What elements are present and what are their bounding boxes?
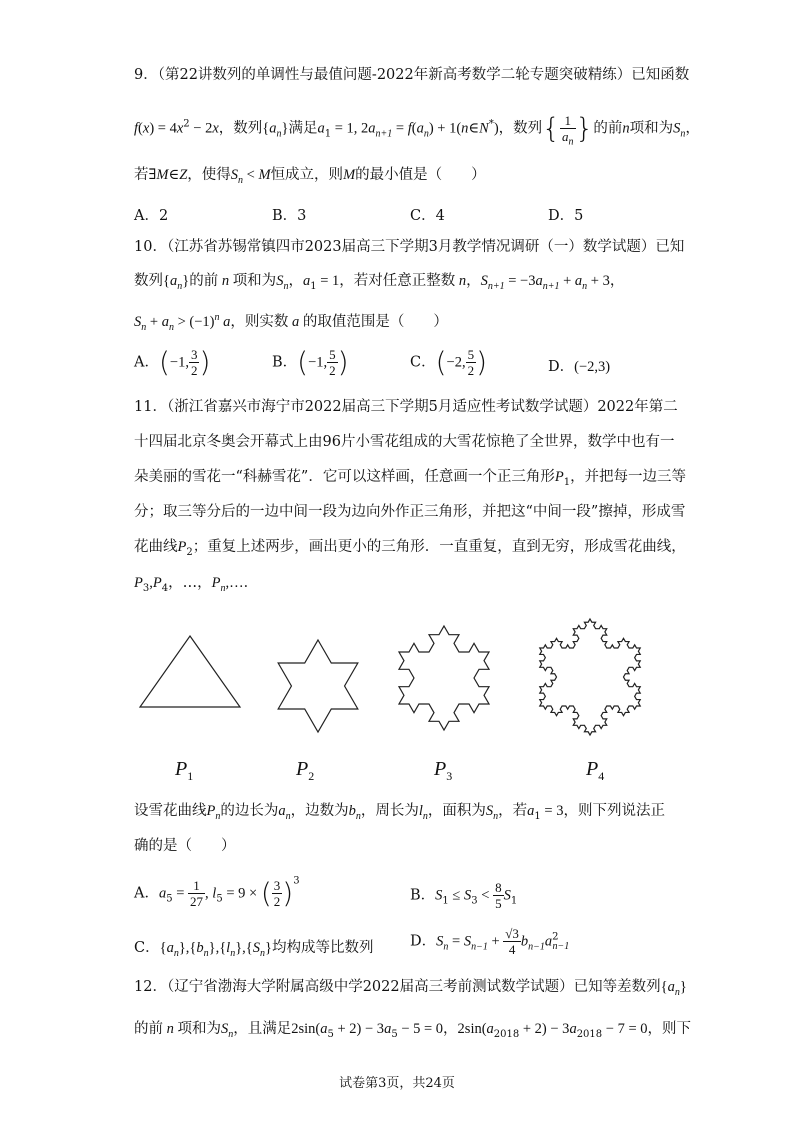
q9-line-1 — [134, 66, 689, 84]
q10-line-3: $S_n + a_n > (-1)^n$ a，则实数 a 的取值范围是（ ） — [134, 312, 448, 333]
q11-line-3: 朵美丽的雪花一“科赫雪花”．它可以这样画，任意画一个正三角形$P_1$，并把每一边三等 — [134, 469, 687, 488]
q11-option-d[interactable]: D．$S_n = S_{n-1}$ + $\frac{√3}{4}$ $b_{n-1}a^2_{n-1}$ — [410, 926, 570, 957]
q9-line-3: 若∃M∈Z，使得$S_n < M$恒成立，则M的最小值是（ ） — [134, 167, 486, 186]
q11-line-2: 十四届北京冬奥会开幕式上由96片小雪花组成的大雪花惊艳了全世界，数学中也有一 — [134, 434, 675, 450]
q12-number: 12． — [134, 979, 167, 995]
q11-line-7: 设雪花曲线$P_n$的边长为$a_n$，边数为$b_n$，周长为$l_n$，面积为$S_n$，若$a_1 = 3$，则下列说法正 — [134, 803, 665, 822]
q9-option-c[interactable]: C．4 — [410, 208, 445, 224]
q11-line-8: 确的是（ ） — [134, 838, 236, 854]
q10-line-1: 10．（江苏省苏锡常镇四市2023届高三下学期3月教学情况调研（一）数学试题）已知 — [134, 239, 685, 255]
label-p4: $P_4$ — [586, 758, 605, 783]
q10-line-2: 数列$\{a_n\}$的前 n 项和为$S_n$，$a_1 = 1$，若对任意正整数 n，$S_{n+1} = -3a_{n+1} + a_n + 3$， — [134, 273, 625, 292]
q10-source: （江苏省苏锡常镇四市2023届高三下学期3月教学情况调研（一）数学试题） — [166, 239, 656, 255]
q9-stem-end: 已知函数 — [631, 67, 690, 83]
q10-option-d[interactable]: D．(−2,3) — [548, 359, 611, 375]
page-footer: 试卷第3页，共24页 — [339, 1076, 455, 1091]
q11-source: （浙江省嘉兴市海宁市2022届高三下学期5月适应性考试数学试题） — [166, 399, 598, 415]
label-p1: $P_1$ — [175, 758, 194, 783]
q12-line-1: 12．（辽宁省渤海大学附属高级中学2022届高三考前测试数学试题）已知等差数列$\{a_n\}$ — [134, 979, 687, 998]
label-p3: $P_3$ — [434, 758, 453, 783]
q9-option-d[interactable]: D．5 — [548, 208, 584, 224]
q9-line-2: $f(x) = 4x^2 - 2x$，数列$\{a_n\}$满足$a_1 = 1$, $2a_{n+1} = f(a_n)$ + 1(n∈N*)，数列{ $\frac{1}{a_n}$ }的前n项和为$S_n$， — [134, 111, 700, 148]
q10-number: 10． — [134, 239, 167, 255]
q11-line-4: 分；取三等分后的一边中间一段为边向外作正三角形，并把这“中间一段”擦掉，形成雪 — [134, 504, 686, 520]
q9-number: 9． — [134, 67, 158, 83]
q10-option-c[interactable]: C．(−2, $\frac{5}{2}$ ) — [410, 345, 488, 379]
q11-line-5: 花曲线$P_2$；重复上述两步，画出更小的三角形．一直重复，直到无穷，形成雪花曲线， — [134, 539, 686, 558]
label-p2: $P_2$ — [296, 758, 315, 783]
star-p2-figure — [262, 624, 374, 748]
q12-source: （辽宁省渤海大学附属高级中学2022届高三考前测试数学试题） — [166, 979, 574, 995]
q12-line-2: 的前 n 项和为$S_n$，且满足$2\sin(a_5 + 2) - 3a_5 - 5 = 0$，$2\sin(a_{2018} + 2) - 3a_{2018} - 7 = 0$，则下 — [134, 1021, 691, 1040]
q11-line-1: 11．（浙江省嘉兴市海宁市2022届高三下学期5月适应性考试数学试题）2022年第二 — [134, 399, 678, 415]
snowflake-p4-figure — [520, 604, 660, 750]
q9-option-b[interactable]: B．3 — [272, 208, 307, 224]
q11-option-c[interactable]: C．$\{a_n\},\{b_n\},\{l_n\},\{S_n\}$均构成等比数列 — [134, 940, 374, 959]
q11-line-6: $P_3,P_4$，…，$P_n,\dots$． — [134, 575, 259, 594]
q9-option-a[interactable]: A．2 — [134, 208, 169, 224]
q11-number: 11． — [134, 399, 167, 415]
q10-option-a[interactable]: A．(−1, $\frac{3}{2}$ ) — [134, 345, 211, 379]
triangle-p1-figure — [136, 633, 244, 713]
snowflake-p3-figure — [384, 608, 504, 748]
q11-option-b[interactable]: B．$S_1 \le S_3$ < $\frac{8}{5}$ $S_1$ — [410, 880, 518, 911]
q11-option-a[interactable]: A．$a_5$ = $\frac{1}{27}$ , $l_5 = 9$ × ( $\frac{3}{2}$ )$^3$ — [134, 875, 300, 910]
q10-option-b[interactable]: B．(−1, $\frac{5}{2}$ ) — [272, 345, 349, 379]
q9-source: （第22讲数列的单调性与最值问题-2022年新高考数学二轮专题突破精练） — [157, 67, 632, 83]
